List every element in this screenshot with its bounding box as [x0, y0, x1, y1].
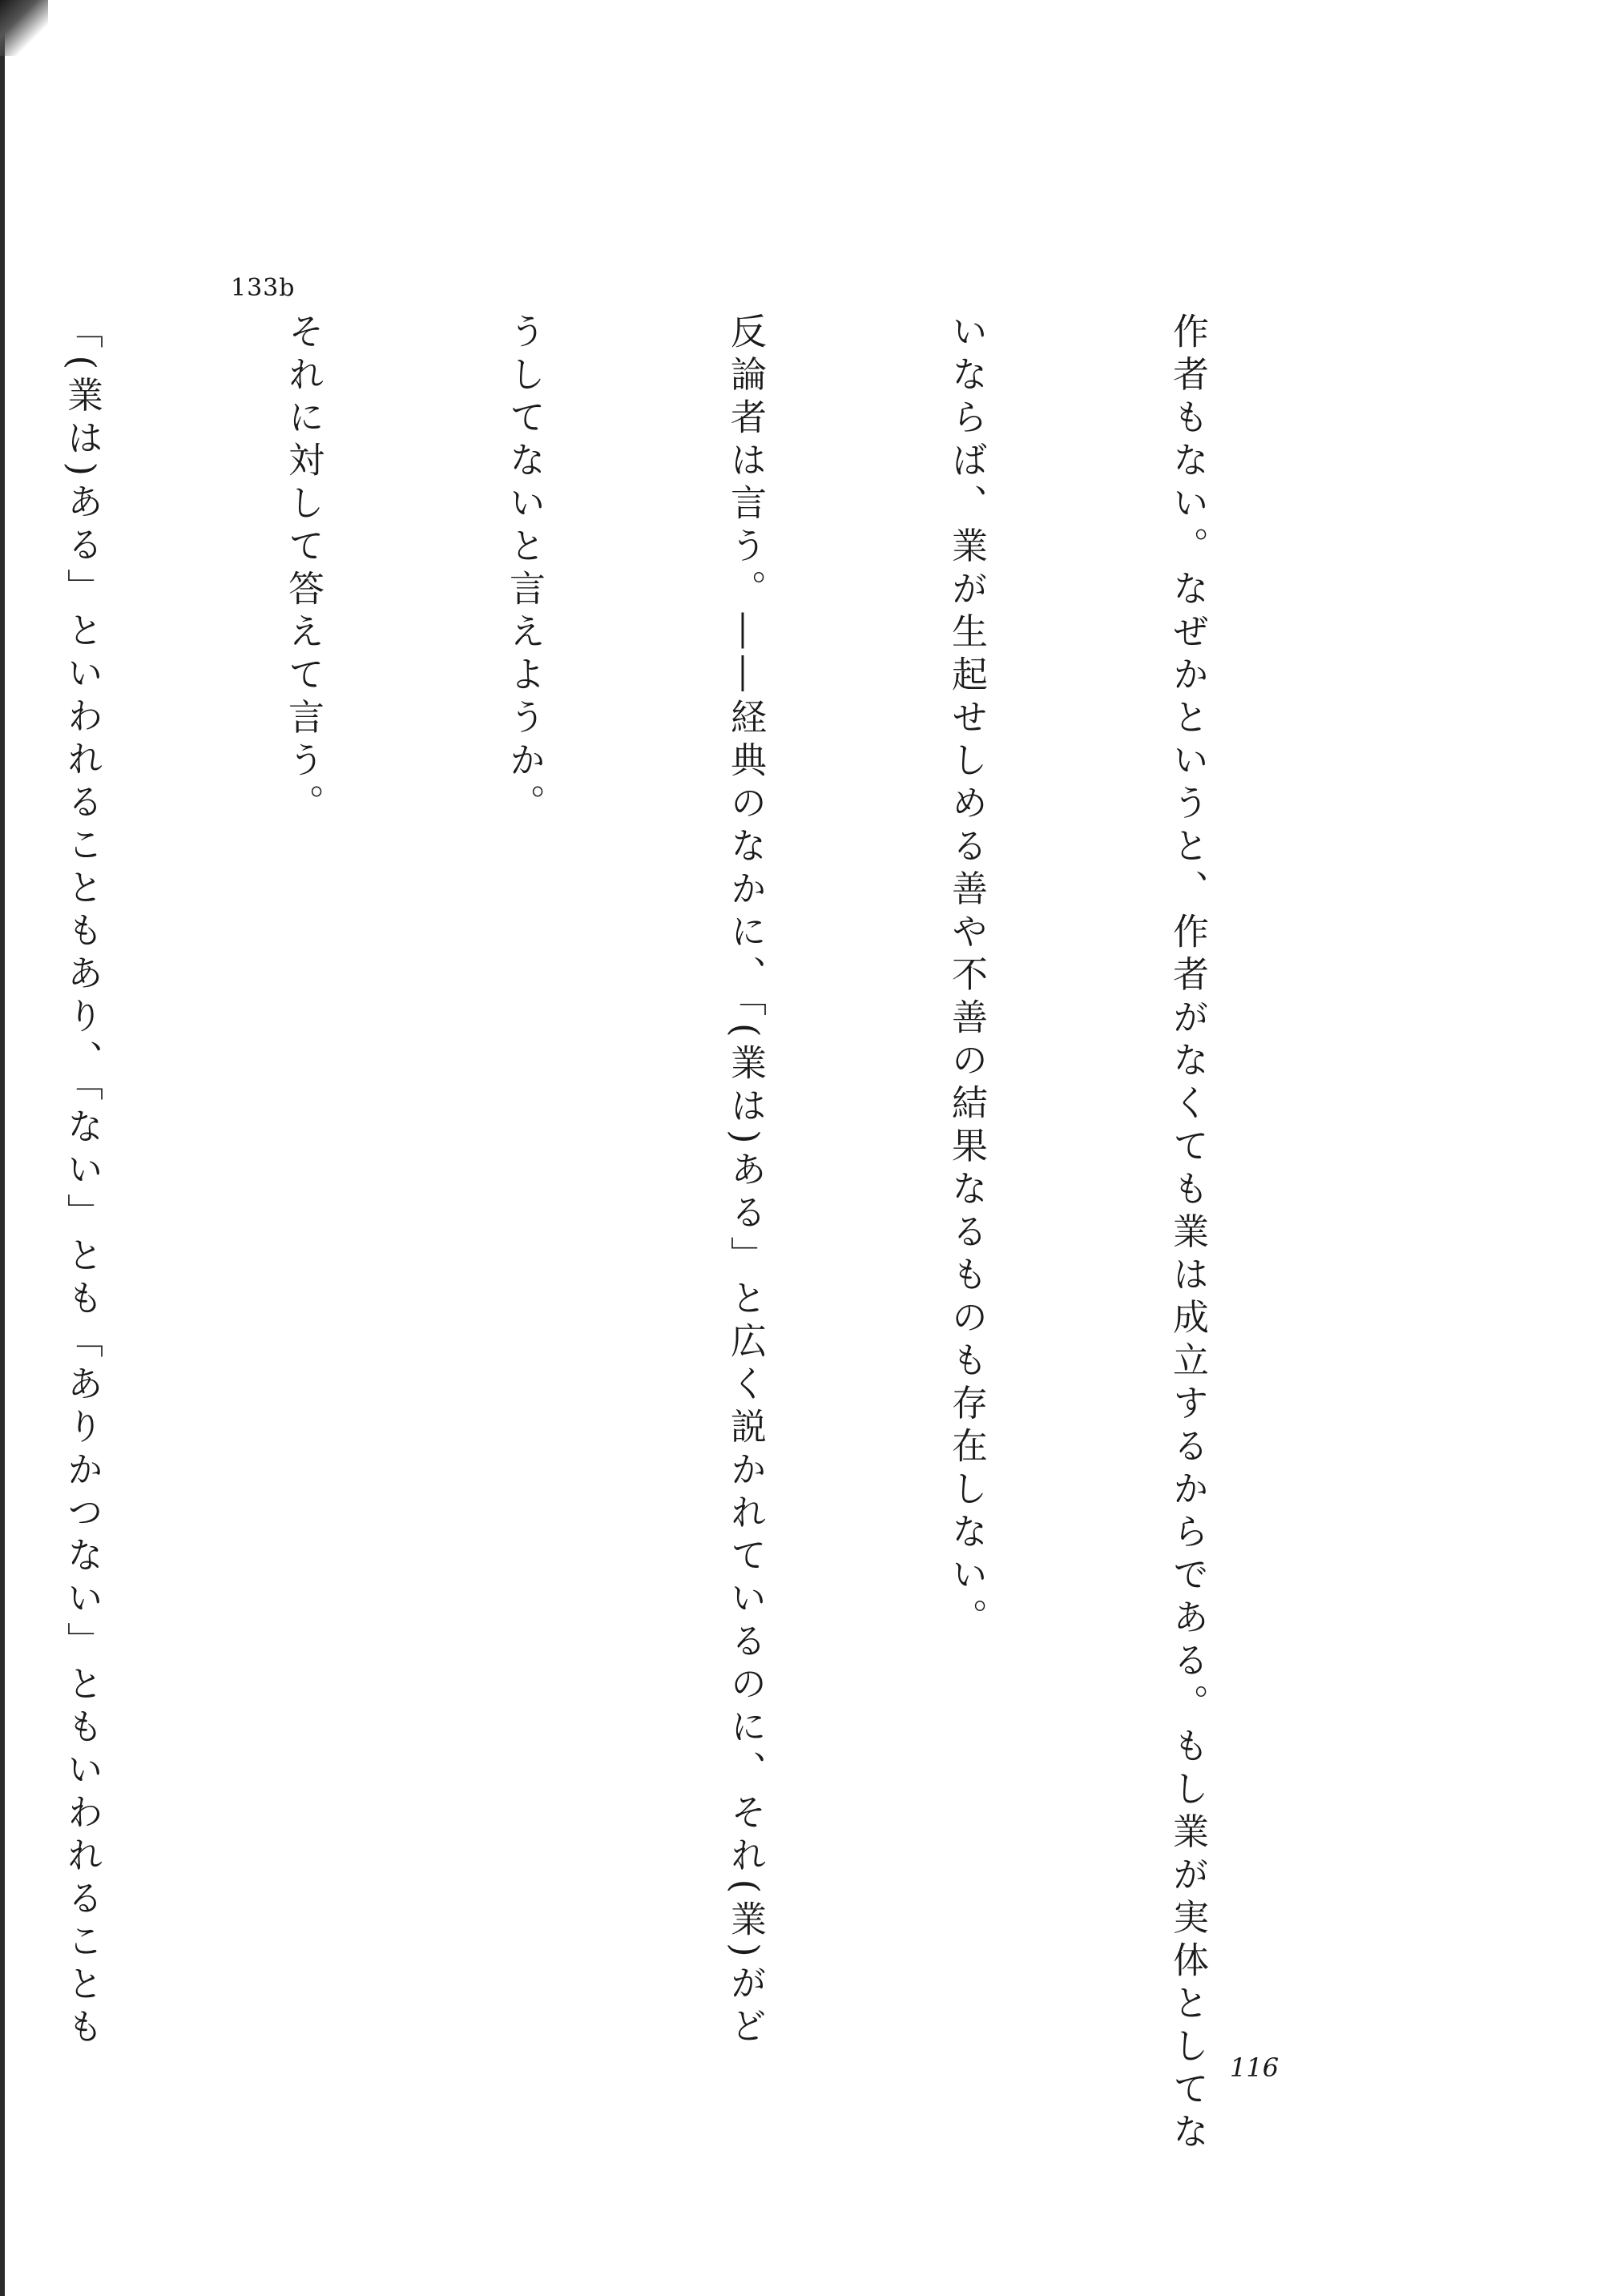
text-line: それに対して答えて言う。	[282, 312, 324, 827]
page-number: 116	[1230, 2052, 1279, 2083]
text-line: 「(業は)ある」といわれることもあり、「ない」とも「ありかつない」ともいわれることも	[61, 312, 103, 2051]
text-line: いならば、業が生起せしめる善や不善の結果なるものも存在しない。	[945, 312, 988, 1641]
text-line: 反論者は言う。――経典のなかに、「(業は)ある」と広く説かれているのに、それ(業)がど	[724, 312, 767, 2050]
scan-corner-shadow	[0, 0, 48, 56]
marginal-reference-note: 133b	[231, 274, 296, 302]
text-line: うしてないと言えようか。	[503, 312, 546, 827]
text-line: 作者もない。なぜかというと、作者がなくても業は成立するからである。もし業が実体としてな	[1167, 312, 1209, 2156]
